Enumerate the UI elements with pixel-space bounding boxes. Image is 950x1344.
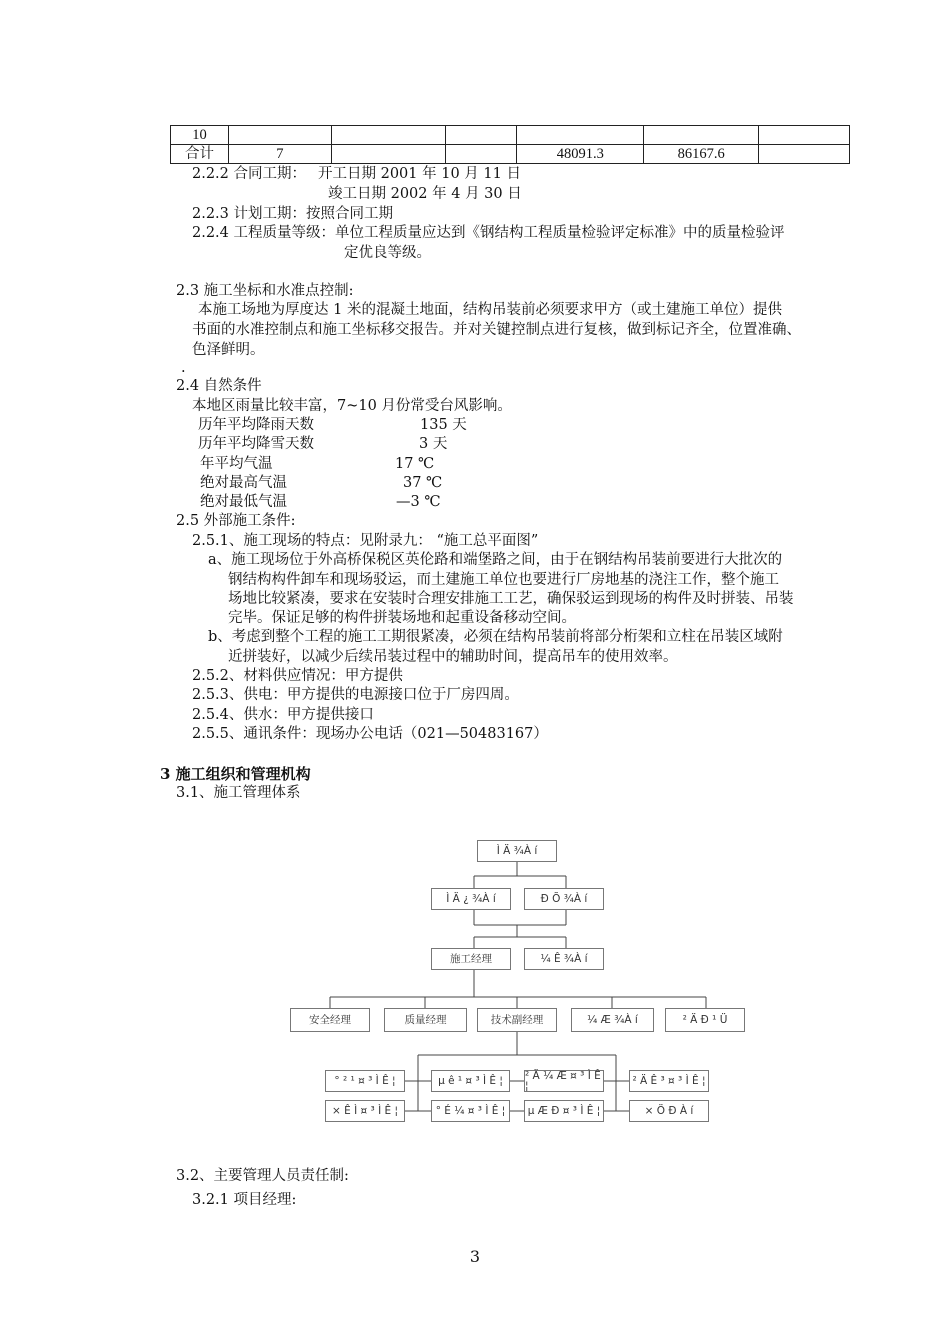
climate-label: 年平均气温	[200, 456, 273, 472]
org-box-level4: ¼ Æ ¾À í	[571, 1008, 654, 1032]
power-supply: 2.5.3、供电：甲方提供的电源接口位于厂房四周。	[192, 687, 519, 703]
org-box-level5: ² Ä Ê ³ ¤ ³ Ì Ê ¦	[629, 1070, 709, 1092]
org-box-level4: ² Ä Ð ¹ Ü	[665, 1008, 745, 1032]
paragraph-a-line: 完毕。保证足够的构件拼装场地和起重设备移动空间。	[228, 610, 576, 626]
table-cell: 10	[171, 126, 229, 145]
org-box-level5: ° É ¼ ¤ ³ Ì Ê ¦	[431, 1100, 510, 1122]
climate-label: 历年平均降雪天数	[198, 436, 314, 452]
section-3-1-title: 3.1、施工管理体系	[176, 785, 301, 801]
org-box-level5: ° ² ¹ ¤ ³ Ì Ê ¦	[325, 1070, 405, 1092]
climate-value: 37 ℃	[403, 475, 443, 491]
quality-grade-line2: 定优良等级。	[344, 245, 431, 261]
paragraph-a-line: 场地比较紧凑，要求在安装时合理安排施工工艺，确保驳运到现场的构件及时拼装、吊装	[228, 591, 794, 607]
contract-start-date: 开工日期 2001 年 10 月 11 日	[318, 166, 521, 182]
org-box-level2: Ð Õ ¾À í	[524, 888, 604, 910]
contract-period-label: 2.2.2 合同工期：	[192, 166, 307, 182]
org-box-construction-manager: 施工经理	[431, 948, 511, 970]
section-2-5-title: 2.5 外部施工条件:	[176, 513, 296, 529]
contract-end-date: 竣工日期 2002 年 4 月 30 日	[328, 186, 522, 202]
org-box-top: Ì Ä ¾À í	[477, 840, 557, 862]
paragraph-a-line: a、施工现场位于外高桥保税区英伦路和端堡路之间，由于在钢结构吊装前要进行大批次的	[208, 552, 783, 568]
org-box-level3: ¼ Ê ¾À í	[524, 948, 604, 970]
climate-intro: 本地区雨量比较丰富，7~10 月份常受台风影响。	[192, 398, 512, 414]
climate-label: 历年平均降雨天数	[198, 417, 314, 433]
org-box-deputy-tech-manager: 技术副经理	[477, 1008, 557, 1032]
paragraph-a-line: 钢结构构件卸车和现场驳运，而土建施工单位也要进行厂房地基的浇注工作，整个施工	[228, 572, 779, 588]
page-number: 3	[469, 1247, 481, 1266]
table-cell: 合计	[171, 145, 229, 164]
climate-label: 绝对最高气温	[200, 475, 287, 491]
table-cell: 48091.3	[517, 145, 644, 164]
org-box-level2: Ì Ä ¿ ¾À í	[431, 888, 511, 910]
paragraph-line: 色泽鲜明。	[192, 342, 265, 358]
org-box-level5: ² Ä ¼ Æ ¤ ³ Ì Ê ¦	[524, 1070, 604, 1092]
org-box-quality-manager: 质量经理	[384, 1008, 467, 1032]
paragraph-line: 书面的水准控制点和施工坐标移交报告。并对关键控制点进行复核，做到标记齐全，位置准确、	[192, 322, 801, 338]
paragraph-b-line: 近拼装好，以减少后续吊装过程中的辅助时间，提高吊车的使用效率。	[228, 649, 678, 665]
section-3-2-title: 3.2、主要管理人员责任制:	[176, 1168, 349, 1184]
section-3-title: 3 施工组织和管理机构	[160, 765, 311, 783]
org-box-level5: × Ê Ì ¤ ³ Ì Ê ¦	[325, 1100, 405, 1122]
site-features: 2.5.1、施工现场的特点：见附录九： “施工总平面图”	[192, 533, 539, 549]
table-cell: 86167.6	[644, 145, 759, 164]
climate-value: 17 ℃	[395, 456, 435, 472]
water-supply: 2.5.4、供水：甲方提供接口	[192, 707, 374, 723]
paragraph-b-line: b、考虑到整个工程的施工工期很紧凑，必须在结构吊装前将部分桁架和立柱在吊装区域附	[208, 629, 783, 645]
org-box-level5: µ Æ Ð ¤ ³ Ì Ê ¦	[524, 1100, 604, 1122]
org-box-safety-manager: 安全经理	[290, 1008, 370, 1032]
section-2-3-title: 2.3 施工坐标和水准点控制:	[176, 283, 354, 299]
climate-label: 绝对最低气温	[200, 494, 287, 510]
climate-value: 135 天	[420, 417, 467, 433]
paragraph-line: 本施工场地为厚度达 1 米的混凝土地面，结构吊装前必须要求甲方（或土建施工单位）提供	[198, 302, 782, 318]
communication: 2.5.5、通讯条件：现场办公电话（021—50483167）	[192, 726, 548, 742]
section-2-4-title: 2.4 自然条件	[176, 378, 262, 394]
org-box-level5: × Ö Ð À í	[629, 1100, 709, 1122]
section-3-2-1-title: 3.2.1 项目经理:	[192, 1192, 297, 1208]
stray-dot: .	[181, 360, 186, 376]
planned-period: 2.2.3 计划工期：按照合同工期	[192, 206, 394, 222]
table-cell: 7	[228, 145, 331, 164]
climate-value: —3 ℃	[396, 494, 441, 510]
material-supply: 2.5.2、材料供应情况：甲方提供	[192, 668, 403, 684]
climate-value: 3 天	[419, 436, 448, 452]
org-box-level5: µ ê ¹ ¤ ³ Ì Ê ¦	[431, 1070, 510, 1092]
quality-grade-line1: 2.2.4 工程质量等级：单位工程质量应达到《钢结构工程质量检验评定标准》中的质量检验评	[192, 225, 785, 241]
